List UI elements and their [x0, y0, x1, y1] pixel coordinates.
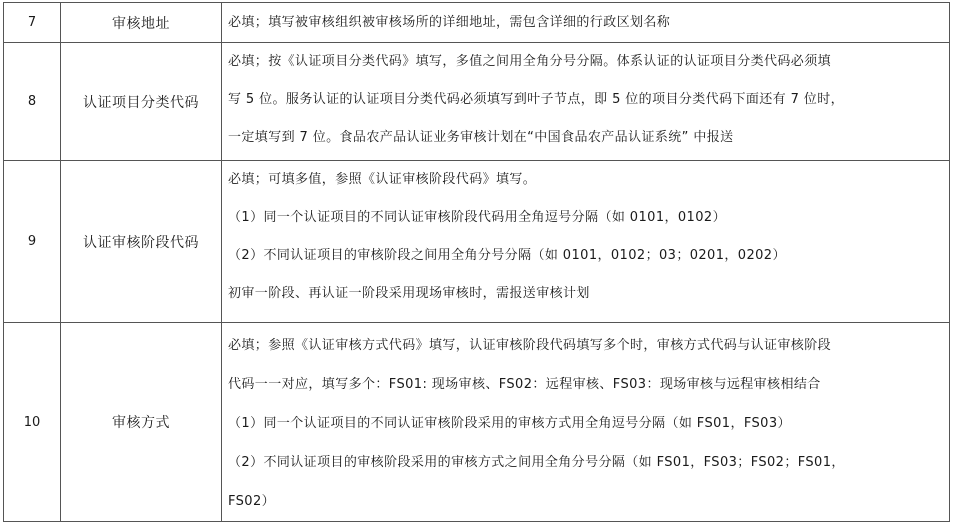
description-line: （1）同一个认证项目的不同认证审核阶段采用的审核方式用全角逗号分隔（如 FS01，FS03） — [228, 416, 791, 431]
row-number: 8 — [4, 43, 61, 161]
table-row — [4, 323, 950, 522]
description-line: 必填；填写被审核组织被审核场所的详细地址，需包含详细的行政区划名称 — [228, 15, 671, 30]
description-line: 写 5 位。服务认证的认证项目分类代码必须填写到叶子节点，即 5 位的项目分类代码下面还有 7 位时， — [228, 92, 845, 107]
table-row — [4, 3, 950, 43]
description-line: （2）不同认证项目的审核阶段之间用全角分号分隔（如 0101，0102；03；0201，0202） — [228, 248, 786, 263]
description-line: 必填；参照《认证审核方式代码》填写，认证审核阶段代码填写多个时，审核方式代码与认证审核阶段 — [228, 338, 832, 353]
requirements-table — [3, 2, 950, 522]
item-name: 认证项目分类代码 — [61, 43, 222, 161]
item-name: 审核地址 — [61, 3, 222, 43]
item-description — [222, 323, 950, 522]
description-line: 一定填写到 7 位。食品农产品认证业务审核计划在“中国食品农产品认证系统” 中报送 — [228, 130, 734, 145]
description-line: FS02） — [228, 494, 276, 509]
table-row — [4, 43, 950, 161]
row-number: 7 — [4, 3, 61, 43]
description-line: （1）同一个认证项目的不同认证审核阶段代码用全角逗号分隔（如 0101，0102） — [228, 210, 726, 225]
item-name: 审核方式 — [61, 323, 222, 522]
table-row — [4, 161, 950, 323]
description-line: 必填；可填多值，参照《认证审核阶段代码》填写。 — [228, 172, 537, 187]
description-line: 必填；按《认证项目分类代码》填写，多值之间用全角分号分隔。体系认证的认证项目分类代码必须填 — [228, 54, 832, 69]
description-line: （2）不同认证项目的审核阶段采用的审核方式之间用全角分号分隔（如 FS01，FS03；FS02；FS01， — [228, 455, 845, 470]
description-line: 初审一阶段、再认证一阶段采用现场审核时，需报送审核计划 — [228, 286, 590, 301]
description-line: 代码一一对应，填写多个：FS01: 现场审核、FS02：远程审核、FS03：现场审核与远程审核相结合 — [228, 377, 821, 392]
item-description — [222, 161, 950, 323]
item-description — [222, 3, 950, 43]
item-name: 认证审核阶段代码 — [61, 161, 222, 323]
item-description — [222, 43, 950, 161]
row-number: 10 — [4, 323, 61, 522]
row-number: 9 — [4, 161, 61, 323]
